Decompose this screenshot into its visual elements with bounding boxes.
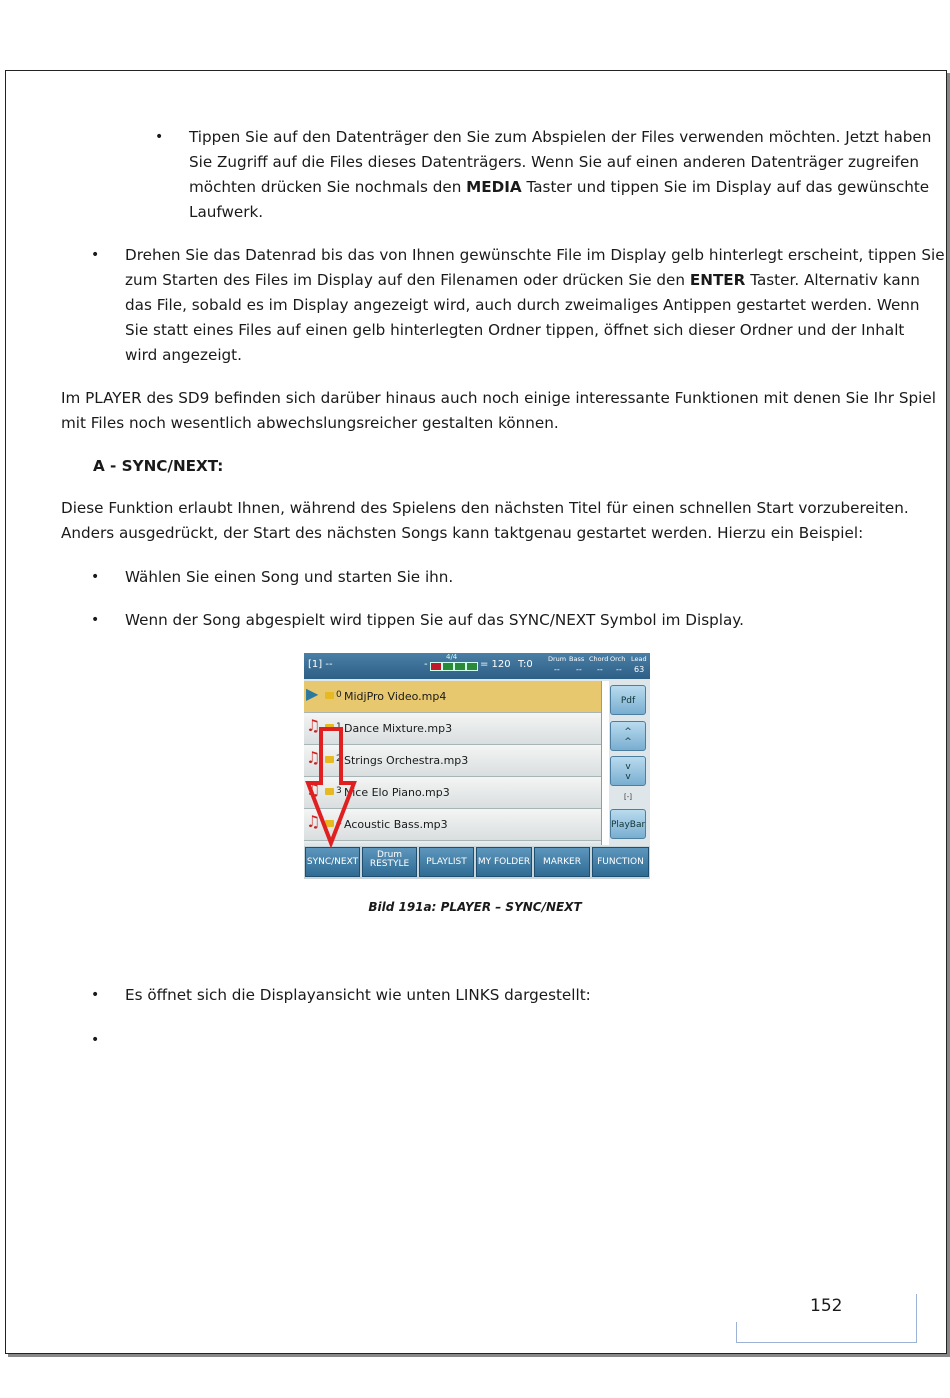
bullet: • [91,247,100,263]
button-label: SYNC/NEXT [306,857,359,867]
part-label: Lead [631,655,647,663]
bullet-text: Wenn der Song abgespielt wird tippen Sie auf das SYNC/NEXT Symbol im Display. [125,611,744,629]
music-note-icon: ♫ [306,812,321,831]
tempo-value: = 120 [480,659,511,670]
player-screenshot [304,653,650,879]
line: Sie Zugriff auf die Files dieses Datenträgers. Wenn Sie auf einen anderen Datenträger zugreifen [189,153,919,171]
page-number: 152 [810,1296,843,1316]
line: Diese Funktion erlaubt Ihnen, während des Spielens den nächsten Titel für einen schnellen Start vorzubereiten. [61,499,909,517]
line: Anders ausgedrückt, der Start des nächsten Songs kann taktgenau gestartet werden. Hierzu ein Beispiel: [61,524,864,542]
file-name: Strings Orchestra.mp3 [344,754,469,767]
line: Im PLAYER des SD9 befinden sich darüber hinaus auch noch einige interessante Funktionen mit denen Sie Ihr Spiel [61,389,936,407]
button-label: RESTYLE [369,859,410,869]
part-label: Chord [589,655,609,663]
part-label: Bass [569,655,585,663]
music-note-icon: ♫ [306,748,321,767]
line: Drehen Sie das Datenrad bis das von Ihnen gewünschte File im Display gelb hinterlegt erscheint, tippen Sie [125,246,945,264]
page-number-box-edge [736,1322,737,1342]
line: mit Files noch wesentlich abwechslungsreicher gestalten können. [61,414,559,432]
file-number: 1 [336,722,342,732]
media-key-label: MEDIA [466,178,522,196]
file-number: 0 [336,690,342,700]
figure-caption: Bild 191a: PLAYER – SYNC/NEXT [368,900,582,914]
file-name: MidjPro Video.mp4 [344,690,447,703]
line: Laufwerk. [189,203,264,221]
section-heading: A - SYNC/NEXT: [93,457,224,475]
part-value: -- [616,665,622,674]
paragraph [61,496,909,546]
part-label: Orch [610,655,626,663]
slot-label: [1] -- [308,659,333,670]
line [125,268,945,293]
bullet: • [91,987,100,1003]
part-value: -- [576,665,582,674]
playbar-button[interactable]: PlayBar [610,809,646,839]
bullet: • [91,612,100,628]
enter-key-label: ENTER [689,271,746,289]
transpose-value: T:0 [518,659,533,670]
button-label: MARKER [542,857,582,867]
beat-dash: - [424,659,428,670]
line: wird angezeigt. [125,346,242,364]
line: Tippen Sie auf den Datenträger den Sie zum Abspielen der Files verwenden möchten. Jetzt haben [189,128,932,146]
file-name: Acoustic Bass.mp3 [344,818,448,831]
part-value: -- [554,665,560,674]
bullet: • [155,129,164,145]
line: Sie statt eines Files auf einen gelb hinterlegten Ordner tippen, öffnet sich dieser Ordner und der Inhalt [125,321,905,339]
file-name: Nice Elo Piano.mp3 [344,786,450,799]
video-icon: ▶ [306,684,319,703]
text: Taster. Alternativ kann [745,271,920,289]
line [189,175,931,200]
file-name: Dance Mixture.mp3 [344,722,453,735]
text: zum Starten des Files im Display auf den Filenamen oder drücken Sie den [125,271,690,289]
line: das File, sobald es im Display angezeigt wird, auch durch zweimaliges Antippen gestartet werden. Wenn [125,296,920,314]
bullet: • [91,569,100,585]
text: Taster und tippen Sie im Display auf das gewünschte [521,178,930,196]
bullet-text [189,125,931,225]
bullet-text: Es öffnet sich die Displayansicht wie unten LINKS dargestellt: [125,986,591,1004]
file-number: 3 [336,786,342,796]
time-signature: 4/4 [446,653,458,661]
music-note-icon: ♫ [306,780,321,799]
part-label: Drum [548,655,567,663]
file-number: 2 [336,754,342,764]
button-line: Drum [376,850,403,860]
part-value: -- [597,665,603,674]
page-up-button[interactable]: ^ ^ [610,721,646,751]
music-note-icon: ♫ [306,716,321,735]
pdf-button[interactable]: Pdf [610,685,646,715]
button-label: PLAYLIST [426,857,467,867]
button-label: FUNCTION [597,857,644,867]
bullet-text: Wählen Sie einen Song und starten Sie ihn. [125,568,454,586]
button-label: MY FOLDER [477,857,531,867]
bullet: • [91,1032,100,1048]
paragraph [61,386,936,436]
bullet-text [125,243,945,368]
page-shadow [8,1354,950,1357]
red-arrow-annotation [304,653,650,879]
part-value: 63 [634,665,645,674]
text: möchten drücken Sie nochmals den [189,178,467,196]
file-number: 4 [336,818,342,828]
page-indicator: [-] [624,793,632,801]
page-down-button[interactable]: v v [610,756,646,786]
